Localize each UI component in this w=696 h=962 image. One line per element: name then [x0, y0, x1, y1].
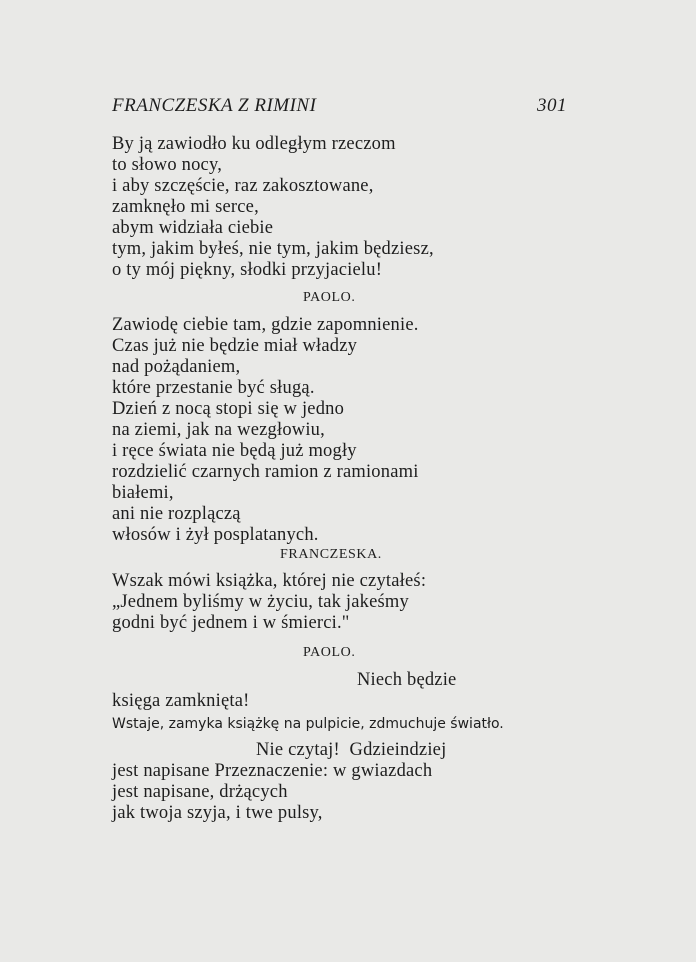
- verse-line: „Jednem byliśmy w życiu, tak jakeśmy: [112, 592, 409, 612]
- verse-line: włosów i żył posplatanych.: [112, 525, 319, 545]
- verse-line: księga zamknięta!: [112, 691, 250, 711]
- verse-line: godni być jednem i w śmierci.": [112, 613, 350, 633]
- verse-line: ani nie rozplączą: [112, 504, 241, 524]
- page-number: 301: [537, 95, 567, 116]
- verse-line: to słowo nocy,: [112, 155, 223, 175]
- verse-line: Wszak mówi książka, której nie czytałeś:: [112, 571, 427, 591]
- verse-line: białemi,: [112, 483, 174, 503]
- verse-line: tym, jakim byłeś, nie tym, jakim będziesz,: [112, 239, 434, 259]
- verse-line: Niech będzie: [357, 670, 457, 690]
- verse-line: Zawiodę ciebie tam, gdzie zapomnienie.: [112, 315, 419, 335]
- running-title: FRANCZESKA Z RIMINI: [112, 95, 317, 116]
- verse-line: i ręce świata nie będą już mogły: [112, 441, 357, 461]
- verse-line: Czas już nie będzie miał władzy: [112, 336, 358, 356]
- verse-line: jak twoja szyja, i twe pulsy,: [112, 803, 323, 823]
- speaker-name: PAOLO.: [303, 645, 356, 660]
- verse-line: abym widziała ciebie: [112, 218, 274, 238]
- verse-line: zamknęło mi serce,: [112, 197, 259, 217]
- verse-line: rozdzielić czarnych ramion z ramionami: [112, 462, 419, 482]
- verse-line: które przestanie być sługą.: [112, 378, 315, 398]
- verse-line: i aby szczęście, raz zakosztowane,: [112, 176, 374, 196]
- verse-line: jest napisane Przeznaczenie: w gwiazdach: [112, 761, 433, 781]
- verse-line: na ziemi, jak na wezgłowiu,: [112, 420, 325, 440]
- speaker-name: FRANCZESKA.: [280, 547, 382, 562]
- verse-line: By ją zawiodło ku odległym rzeczom: [112, 134, 396, 154]
- verse-line: jest napisane, drżących: [112, 782, 288, 802]
- verse-line: Nie czytaj! Gdzieindziej: [256, 740, 447, 760]
- stage-direction: Wstaje, zamyka książkę na pulpicie, zdmuchuje światło.: [112, 716, 504, 732]
- verse-line: o ty mój piękny, słodki przyjacielu!: [112, 260, 383, 280]
- verse-line: nad pożądaniem,: [112, 357, 241, 377]
- verse-line: Dzień z nocą stopi się w jedno: [112, 399, 345, 419]
- speaker-name: PAOLO.: [303, 290, 356, 305]
